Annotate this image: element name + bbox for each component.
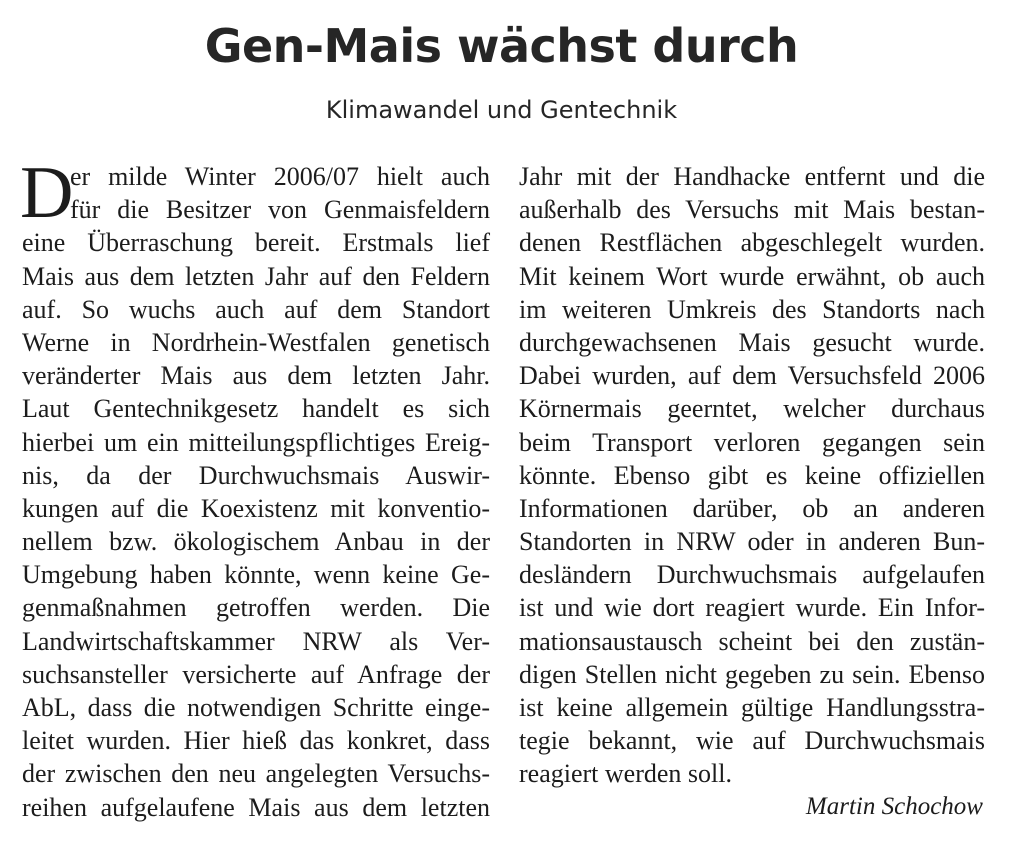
text-line: mationsaustausch scheint bei den zustän- xyxy=(519,626,985,656)
text-line: eine Überraschung bereit. Erstmals lief xyxy=(22,228,490,258)
text-line: hierbei um ein mitteilungspflichtiges Ereig- xyxy=(22,427,490,457)
text-line: Laut Gentechnikgesetz handelt es sich xyxy=(22,394,490,424)
text-line: tegie bekannt, wie auf Durchwuchsmais xyxy=(519,726,985,756)
text-line: ist und wie dort reagiert wurde. Ein Infor- xyxy=(519,593,985,623)
text-line: suchsansteller versicherte auf Anfrage der xyxy=(22,659,490,689)
text-line: Mais aus dem letzten Jahr auf den Feldern xyxy=(22,261,490,291)
text-line: Informationen darüber, ob an anderen xyxy=(519,493,985,523)
text-line: reihen aufgelaufene Mais aus dem letzten xyxy=(22,792,490,822)
text-line: Körnermais geerntet, welcher durchaus xyxy=(519,394,985,424)
text-line: reagiert werden soll. xyxy=(519,759,732,789)
text-line: ist keine allgemein gültige Handlungsstra- xyxy=(519,693,985,722)
text-line: AbL, dass die notwendigen Schritte einge- xyxy=(22,693,490,722)
text-line: außerhalb des Versuchs mit Mais bestan- xyxy=(519,195,985,225)
text-line: Mit keinem Wort wurde erwähnt, ob auch xyxy=(519,261,985,291)
text-line: er milde Winter 2006/07 hielt auch xyxy=(70,162,490,191)
text-line: digen Stellen nicht gegeben zu sein. Ebenso xyxy=(519,659,985,689)
text-line: Werne in Nordrhein-Westfalen genetisch xyxy=(22,327,490,357)
right-column xyxy=(519,160,985,791)
right-column-lines xyxy=(519,160,985,791)
left-column xyxy=(20,152,490,824)
text-line: Dabei wurden, auf dem Versuchsfeld 2006 xyxy=(519,361,985,391)
text-line: kungen auf die Koexistenz mit konventio- xyxy=(22,493,490,523)
text-line: nellem bzw. ökologischem Anbau in der xyxy=(22,527,490,557)
text-line: beim Transport verloren gegangen sein xyxy=(519,427,985,457)
text-line: genmaßnahmen getroffen werden. Die xyxy=(22,593,490,623)
article-subtitle: Klimawandel und Gentechnik xyxy=(325,96,678,124)
text-line: auf. So wuchs auch auf dem Standort xyxy=(22,294,490,324)
text-line: Umgebung haben könnte, wenn keine Ge- xyxy=(22,560,490,590)
text-line: nis, da der Durchwuchsmais Auswir- xyxy=(22,460,490,490)
text-line: durchgewachsenen Mais gesucht wurde. xyxy=(519,327,985,357)
text-line: desländern Durchwuchsmais aufgelaufen xyxy=(519,560,985,590)
text-line: für die Besitzer von Genmaisfeldern xyxy=(70,195,490,225)
article-title: Gen-Mais wächst durch xyxy=(204,19,799,73)
text-line: denen Restflächen abgeschlegelt wurden. xyxy=(519,228,985,258)
left-column-lines xyxy=(20,152,490,824)
text-line: könnte. Ebenso gibt es keine offiziellen xyxy=(519,460,985,490)
text-line: Jahr mit der Handhacke entfernt und die xyxy=(519,162,985,191)
text-line: im weiteren Umkreis des Standorts nach xyxy=(519,294,985,324)
drop-cap: D xyxy=(20,152,74,234)
text-line: Landwirtschaftskammer NRW als Ver- xyxy=(22,626,490,656)
text-line: leitet wurden. Hier hieß das konkret, dass xyxy=(22,726,490,756)
text-line: veränderter Mais aus dem letzten Jahr. xyxy=(22,361,490,391)
author-byline: Martin Schochow xyxy=(805,793,983,820)
text-line: der zwischen den neu angelegten Versuchs- xyxy=(22,759,490,789)
text-line: Standorten in NRW oder in anderen Bun- xyxy=(519,527,985,557)
